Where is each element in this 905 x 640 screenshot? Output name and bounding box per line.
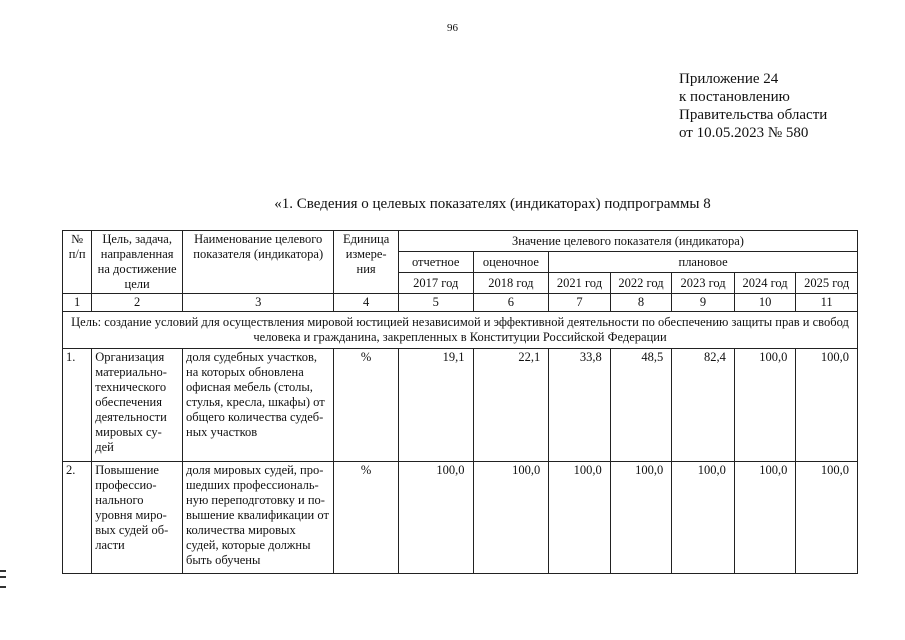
row-number: 2. [63, 462, 92, 574]
column-number: 7 [549, 294, 611, 312]
column-number: 5 [398, 294, 473, 312]
row-value: 82,4 [672, 349, 735, 462]
header-year: 2025 год [796, 273, 858, 294]
row-value: 100,0 [734, 462, 796, 574]
row-value: 100,0 [610, 462, 672, 574]
row-value: 22,1 [473, 349, 549, 462]
document-title: «1. Сведения о целевых показателях (индикаторах) подпрограммы 8 [274, 196, 711, 212]
header-reporting: отчетное [398, 252, 473, 273]
goal-row [63, 312, 858, 349]
header-value-group: Значение целевого показателя (индикатора) [398, 231, 857, 252]
table-row [63, 349, 858, 462]
margin-binding-mark [0, 570, 6, 588]
row-value: 100,0 [672, 462, 735, 574]
appendix-line: Приложение 24 [679, 71, 779, 87]
column-number: 6 [473, 294, 549, 312]
column-number: 3 [183, 294, 334, 312]
column-number: 11 [796, 294, 858, 312]
row-value: 33,8 [549, 349, 611, 462]
row-value: 100,0 [796, 349, 858, 462]
header-year: 2017 год [398, 273, 473, 294]
appendix-line: к постановлению [679, 89, 790, 105]
appendix-block [679, 70, 827, 142]
row-unit: % [334, 349, 399, 462]
header-num: № п/п [63, 231, 92, 294]
header-year: 2022 год [610, 273, 672, 294]
row-value: 100,0 [796, 462, 858, 574]
header-year: 2021 год [549, 273, 611, 294]
row-number: 1. [63, 349, 92, 462]
header-indicator: Наименование целевого показателя (индикатора) [183, 231, 334, 294]
row-task: Организация материально-технического обеспечения деятельности мировых су-дей [92, 349, 183, 462]
header-goal: Цель, задача, направленная на достижение цели [92, 231, 183, 294]
header-unit: Единица измере-ния [334, 231, 399, 294]
column-number: 4 [334, 294, 399, 312]
column-number: 8 [610, 294, 672, 312]
header-planned: плановое [549, 252, 858, 273]
appendix-line: Правительства области [679, 107, 828, 123]
header-year: 2023 год [672, 273, 735, 294]
header-year: 2024 год [734, 273, 796, 294]
row-unit: % [334, 462, 399, 574]
row-task: Повышение профессио-нального уровня миро-вых судей об-ласти [92, 462, 183, 574]
row-value: 100,0 [398, 462, 473, 574]
row-value: 100,0 [549, 462, 611, 574]
column-number: 10 [734, 294, 796, 312]
appendix-line: от 10.05.2023 № 580 [679, 125, 809, 141]
row-value: 100,0 [473, 462, 549, 574]
header-row [63, 231, 858, 252]
goal-text: Цель: создание условий для осуществления мировой юстицией независимой и эффективной деятельности по обеспечению защиты прав и свобод человека и гражданина, закрепленных в Конституции Российской Федерации [63, 312, 858, 349]
indicators-table [62, 230, 858, 574]
row-value: 100,0 [734, 349, 796, 462]
page-number: 96 [447, 22, 458, 34]
column-number: 2 [92, 294, 183, 312]
row-value: 48,5 [610, 349, 672, 462]
column-number: 1 [63, 294, 92, 312]
row-indicator: доля мировых судей, про-шедших профессиональ-ную переподготовку и по-вышение квалификации от количества мировых судей, которые должны быть обучены [183, 462, 334, 574]
header-estimated: оценочное [473, 252, 549, 273]
row-indicator: доля судебных участков, на которых обновлена офисная мебель (столы, стулья, кресла, шкафы) от общего количества судеб-ных участков [183, 349, 334, 462]
table-row [63, 462, 858, 574]
column-number: 9 [672, 294, 735, 312]
header-year: 2018 год [473, 273, 549, 294]
row-value: 19,1 [398, 349, 473, 462]
column-numbers-row [63, 294, 858, 312]
